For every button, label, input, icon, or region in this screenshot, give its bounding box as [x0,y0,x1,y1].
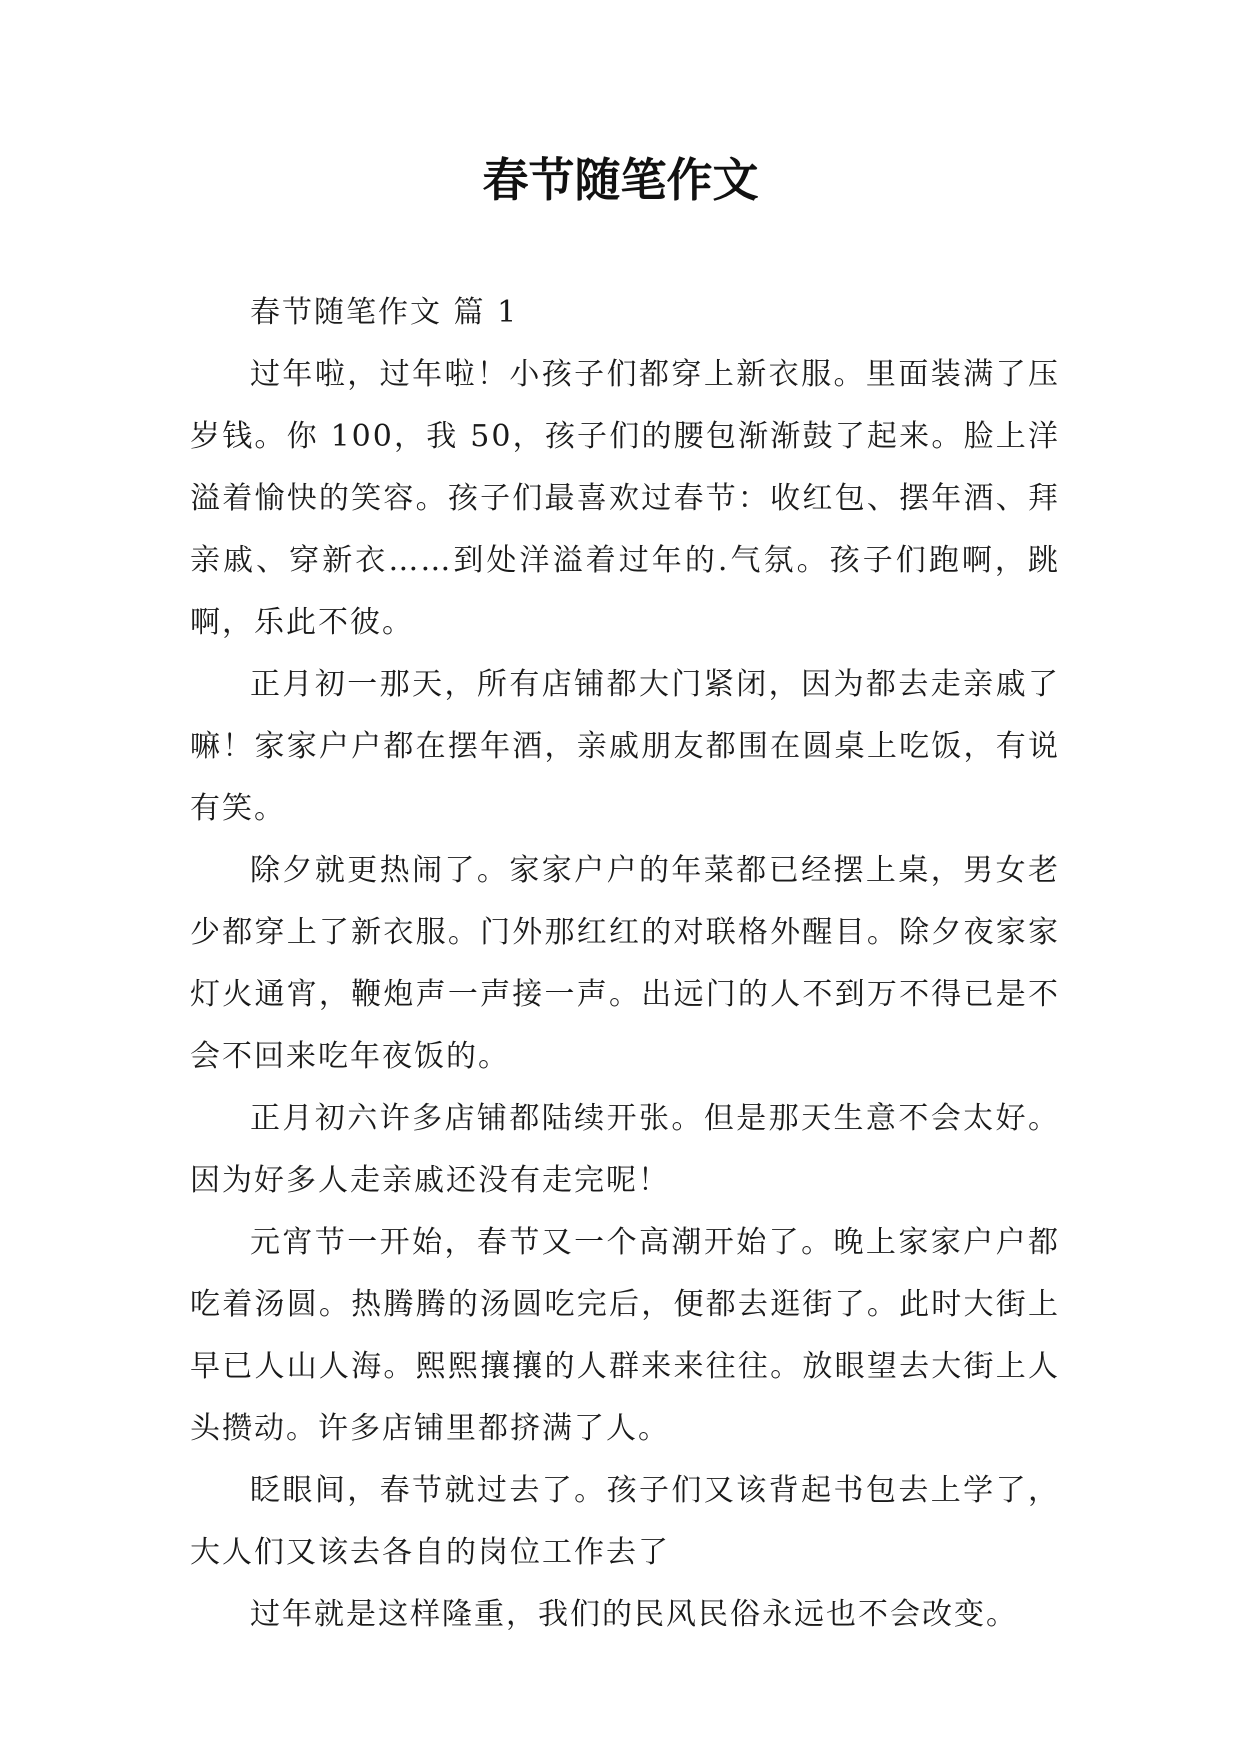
paragraph: 除夕就更热闹了。家家户户的年菜都已经摆上桌，男女老少都穿上了新衣服。门外那红红的对联格外醒目。除夕夜家家灯火通宵，鞭炮声一声接一声。出远门的人不到万不得已是不会不回来吃年夜饭的。 [190,853,1060,1074]
paragraph: 过年啦，过年啦！小孩子们都穿上新衣服。里面装满了压岁钱。你 100，我 50，孩子们的腰包渐渐鼓了起来。脸上洋溢着愉快的笑容。孩子们最喜欢过春节：收红包、摆年酒、拜亲戚、穿新衣……到处洋溢着过年的.气氛。孩子们跑啊，跳啊，乐此不彼。 [190,357,1060,640]
paragraph: 过年就是这样隆重，我们的民风民俗永远也不会改变。 [250,1597,1018,1632]
section-heading: 春节随笔作文 篇 1 [250,295,519,330]
document-title: 春节随笔作文 [482,153,759,207]
document-body [190,282,1060,1646]
paragraph: 眨眼间，春节就过去了。孩子们又该背起书包去上学了，大人们又该去各自的岗位工作去了 [190,1473,1060,1570]
paragraph: 正月初一那天，所有店铺都大门紧闭，因为都去走亲戚了嘛！家家户户都在摆年酒，亲戚朋友都围在圆桌上吃饭，有说有笑。 [190,667,1060,826]
paragraph: 元宵节一开始，春节又一个高潮开始了。晚上家家户户都吃着汤圆。热腾腾的汤圆吃完后，便都去逛街了。此时大街上早已人山人海。熙熙攘攘的人群来来往往。放眼望去大街上人头攒动。许多店铺里都挤满了人。 [190,1225,1060,1446]
paragraph: 正月初六许多店铺都陆续开张。但是那天生意不会太好。因为好多人走亲戚还没有走完呢！ [190,1101,1060,1198]
